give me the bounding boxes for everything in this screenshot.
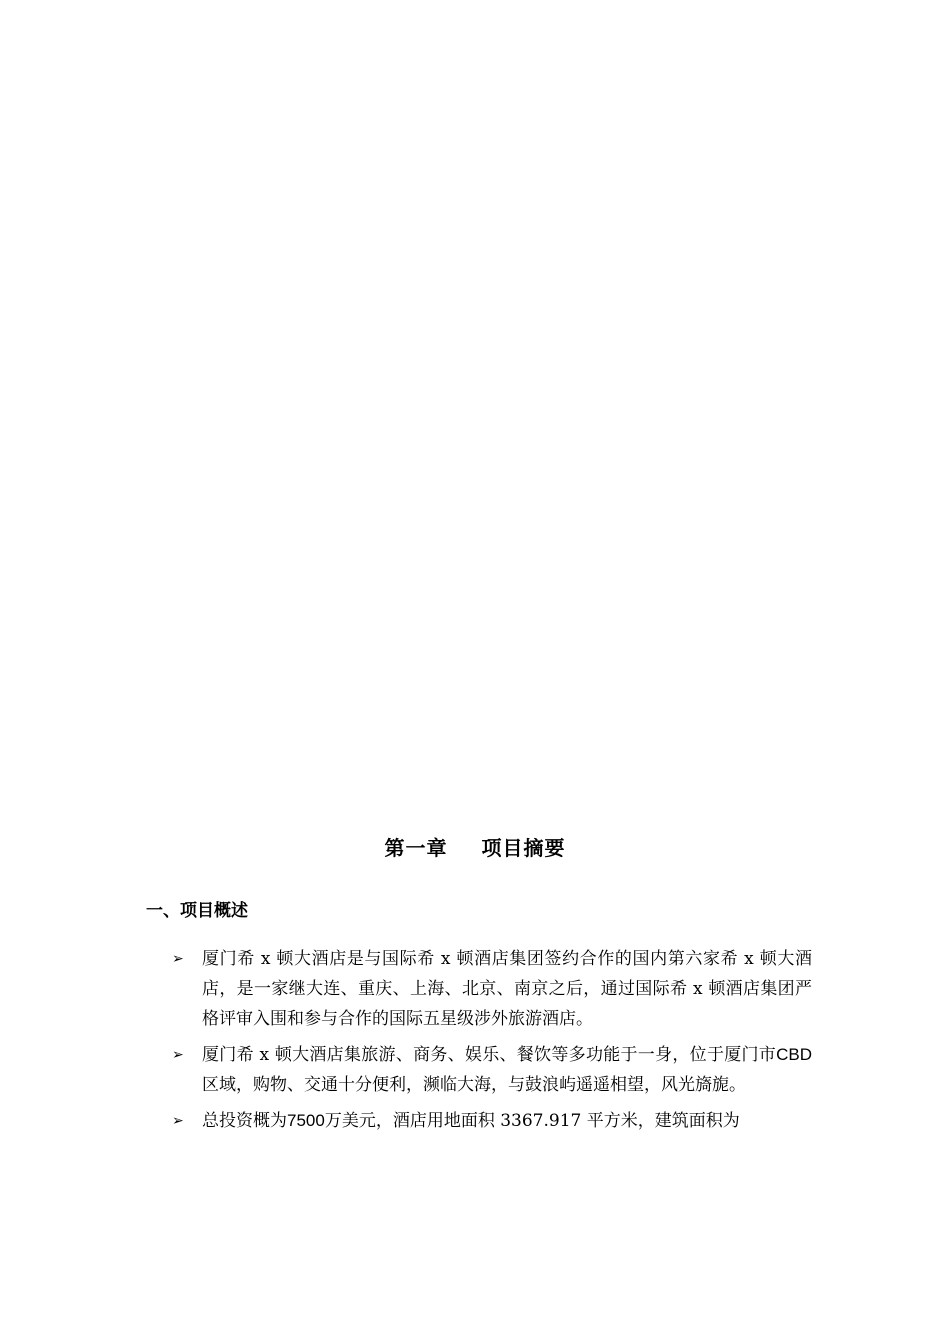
chapter-number: 第一章 — [384, 836, 448, 860]
overview-bullet-list — [172, 944, 812, 1142]
bullet-highlight: CBD — [776, 1045, 812, 1064]
arrow-bullet-icon: ➢ — [172, 951, 184, 967]
chapter-name: 项目摘要 — [481, 836, 566, 860]
chapter-title — [0, 834, 950, 862]
bullet-text: 厦门希 x 顿大酒店是与国际希 x 顿酒店集团签约合作的国内第六家希 x 顿大酒店，是一家继大连、重庆、上海、北京、南京之后，通过国际希 x 顿酒店集团严格评审入围和参与合作的国际五星级涉外旅游酒店。 — [202, 949, 812, 1029]
bullet-text: 万美元，酒店用地面积 3367.917 平方米，建筑面积为 — [324, 1111, 740, 1131]
arrow-bullet-icon: ➢ — [172, 1047, 184, 1063]
section-heading: 一、项目概述 — [146, 901, 248, 921]
list-item — [172, 1040, 812, 1100]
bullet-text: 厦门希 x 顿大酒店集旅游、商务、娱乐、餐饮等多功能于一身，位于厦门市 — [202, 1045, 777, 1065]
bullet-text: 区域，购物、交通十分便利，濒临大海，与鼓浪屿遥遥相望，风光旖旎。 — [202, 1075, 746, 1095]
list-item — [172, 1106, 812, 1136]
bullet-highlight: 7500 — [287, 1111, 325, 1130]
bullet-text: 总投资概为 — [202, 1111, 287, 1131]
arrow-bullet-icon: ➢ — [172, 1113, 184, 1129]
list-item — [172, 944, 812, 1034]
